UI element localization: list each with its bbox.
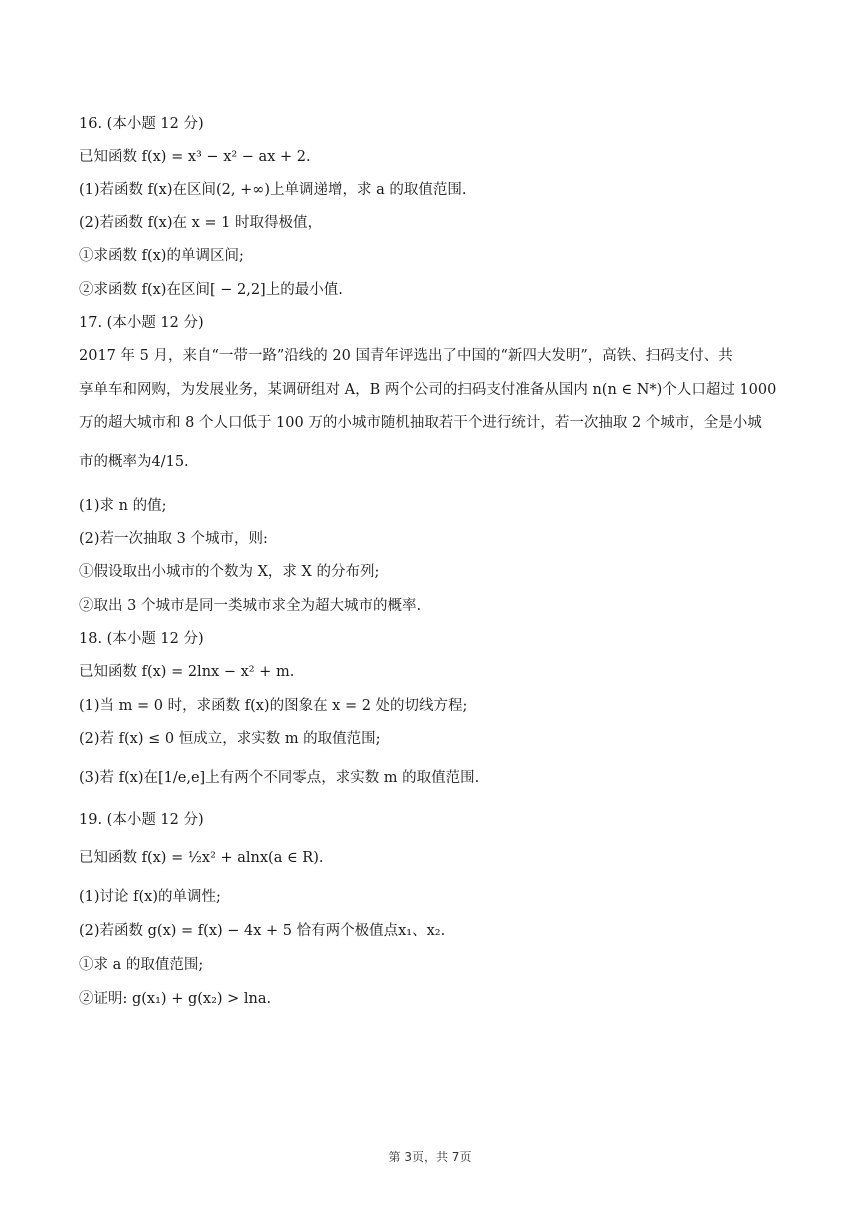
q19-part2: (2)若函数 g(x) = f(x) − 4x + 5 恰有两个极值点x₁、x₂. [79,923,446,939]
q16-stem: 已知函数 f(x) = x³ − x² − ax + 2. [79,149,311,165]
q18-part1: (1)当 m = 0 时，求函数 f(x)的图象在 x = 2 处的切线方程; [79,698,468,714]
q17-part2: (2)若一次抽取 3 个城市，则: [79,531,268,547]
q16-header: 16. (本小题 12 分) [79,116,204,132]
q19-part2-b: ②证明: g(x₁) + g(x₂) > lna. [79,991,272,1007]
q17-part1: (1)求 n 的值; [79,498,167,514]
q19-header: 19. (本小题 12 分) [79,812,204,828]
q18-stem: 已知函数 f(x) = 2lnx − x² + m. [79,664,295,680]
q17-stem-line3: 万的超大城市和 8 个人口低于 100 万的小城市随机抽取若干个进行统计，若一次抽取 2 个城市，全是小城 [79,415,762,431]
q18-part2: (2)若 f(x) ≤ 0 恒成立，求实数 m 的取值范围; [79,731,381,747]
q17-part2-a: ①假设取出小城市的个数为 X，求 X 的分布列; [79,564,380,580]
q17-part2-b: ②取出 3 个城市是同一类城市求全为超大城市的概率. [79,598,422,614]
q19-part2-a: ①求 a 的取值范围; [79,957,204,973]
q19-stem: 已知函数 f(x) = ½x² + alnx(a ∈ R). [79,850,324,866]
q17-stem-line4: 市的概率为4/15. [79,454,189,470]
q17-stem-line2: 享单车和网购，为发展业务，某调研组对 A，B 两个公司的扫码支付准备从国内 n(n ∈ N*)个人口超过 1000 [79,382,777,398]
q16-part2-b: ②求函数 f(x)在区间[ − 2,2]上的最小值. [79,282,343,298]
q18-part3: (3)若 f(x)在[1/e,e]上有两个不同零点，求实数 m 的取值范围. [79,770,480,786]
q16-part2: (2)若函数 f(x)在 x = 1 时取得极值， [79,215,322,231]
page-footer: 第 3页，共 7页 [388,1150,472,1164]
q19-part1: (1)讨论 f(x)的单调性; [79,889,221,905]
q17-stem-line1: 2017 年 5 月，来自“一带一路”沿线的 20 国青年评选出了中国的“新四大发明”，高铁、扫码支付、共 [79,348,733,364]
q16-part2-a: ①求函数 f(x)的单调区间; [79,248,244,264]
q17-header: 17. (本小题 12 分) [79,315,204,331]
q16-part1: (1)若函数 f(x)在区间(2, +∞)上单调递增，求 a 的取值范围. [79,182,467,198]
q18-header: 18. (本小题 12 分) [79,631,204,647]
